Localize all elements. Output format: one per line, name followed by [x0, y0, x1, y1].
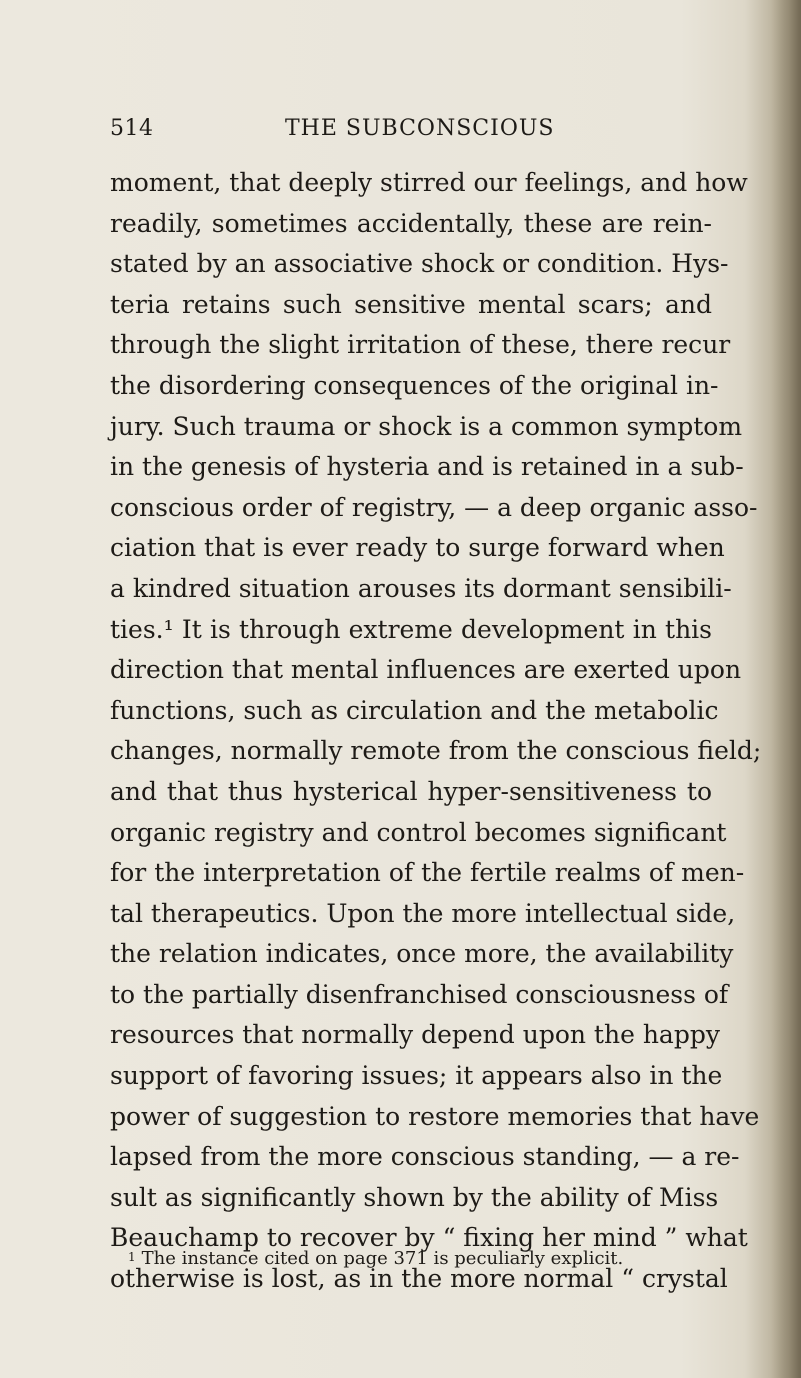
text-line: otherwise is lost, as in the more normal “ crystal — [110, 1264, 728, 1294]
text-line: jury. Such trauma or shock is a common symptom — [110, 411, 743, 441]
text-line: direction that mental influences are exerted upon — [110, 655, 742, 685]
text-line: for the interpretation of the fertile realms of men- — [110, 858, 745, 888]
text-line: teria retains such sensitive mental scars; and — [110, 289, 712, 319]
running-title: THE SUBCONSCIOUS — [285, 116, 555, 141]
text-line: through the slight irritation of these, there recur — [110, 330, 731, 360]
text-line: conscious order of registry, — a deep organic asso- — [110, 492, 758, 522]
text-line: changes, normally remote from the conscious field; — [110, 736, 762, 766]
text-line: in the genesis of hysteria and is retained in a sub- — [110, 452, 744, 482]
text-line: power of suggestion to restore memories that have — [110, 1101, 760, 1131]
text-line: Beauchamp to recover by “ fixing her mind ” what — [110, 1223, 748, 1253]
text-line: organic registry and control becomes significant — [110, 817, 727, 847]
text-line: functions, such as circulation and the metabolic — [110, 695, 719, 725]
body-text — [110, 163, 762, 1300]
text-line: sult as significantly shown by the ability of Miss — [110, 1182, 719, 1212]
text-line: support of favoring issues; it appears also in the — [110, 1061, 723, 1091]
text-line: readily, sometimes accidentally, these are rein- — [110, 208, 712, 238]
footnote-marker: 1 — [128, 1250, 136, 1264]
text-line: and that thus hysterical hyper-sensitiveness to — [110, 776, 712, 806]
text-line: to the partially disenfranchised consciousness of — [110, 979, 729, 1009]
running-head — [110, 116, 715, 146]
page-edge-shadow — [771, 0, 801, 1378]
text-line: moment, that deeply stirred our feelings, and how — [110, 168, 748, 197]
footnote — [110, 1247, 712, 1271]
text-line: the disordering consequences of the original in- — [110, 370, 719, 400]
text-line: ciation that is ever ready to surge forward when — [110, 533, 725, 563]
text-line: resources that normally depend upon the happy — [110, 1020, 720, 1050]
text-line: the relation indicates, once more, the availability — [110, 939, 734, 969]
text-line: ties.¹ It is through extreme development in this — [110, 614, 712, 644]
footnote-text: The instance cited on page 371 is peculiarly explicit. — [141, 1248, 624, 1269]
page-number: 514 — [110, 116, 154, 141]
text-line: lapsed from the more conscious standing, — a re- — [110, 1142, 740, 1172]
text-line: a kindred situation arouses its dormant sensibili- — [110, 573, 732, 603]
text-line: stated by an associative shock or condition. Hys- — [110, 249, 729, 279]
text-line: tal therapeutics. Upon the more intellectual side, — [110, 898, 736, 928]
